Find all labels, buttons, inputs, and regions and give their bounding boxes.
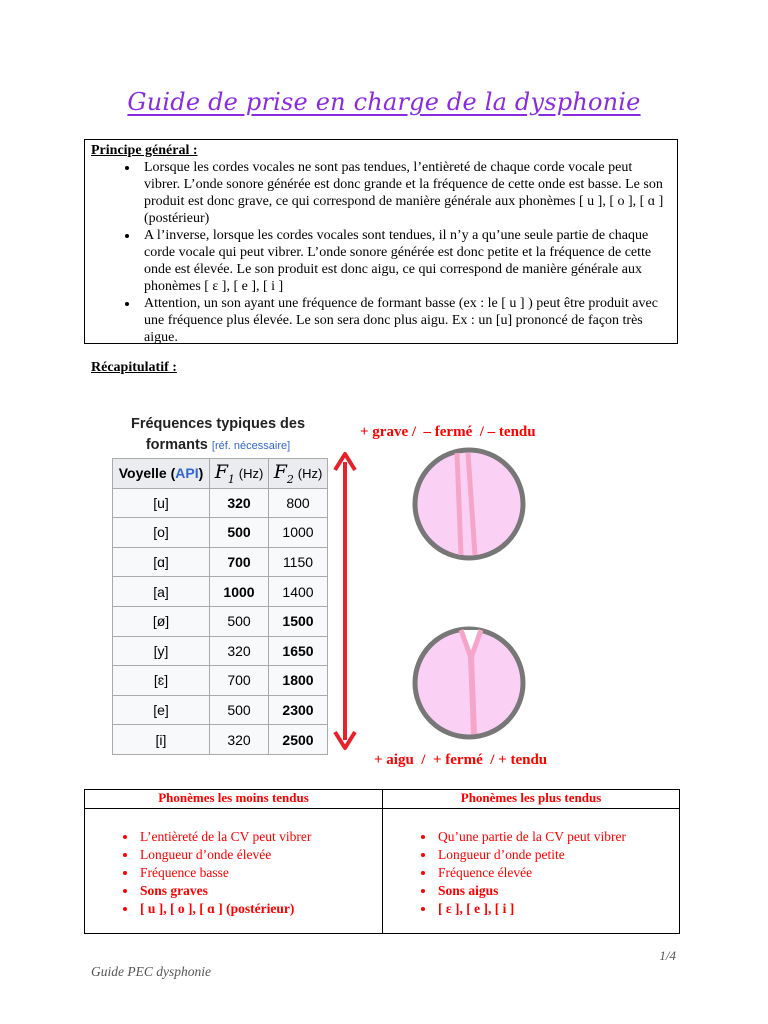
formant-title-text: Fréquences typiques des formants — [130, 416, 306, 453]
ref-needed-link[interactable]: [réf. nécessaire] — [211, 440, 291, 452]
vowel-cell: [e] — [113, 695, 210, 725]
list-item: • Longueur d’onde petite — [436, 846, 678, 864]
api-link[interactable]: API — [175, 465, 199, 482]
vowel-cell: [y] — [113, 636, 210, 666]
f2-cell: 1650 — [269, 636, 328, 666]
formant-row — [113, 518, 328, 548]
f2-cell: 1400 — [269, 577, 328, 607]
page-title: Guide de prise en charge de la dysphonie — [127, 88, 641, 116]
principe-bullet: • A l’inverse, lorsque les cordes vocales sont tendues, il n’y a qu’une seule partie de chaque corde vocale qui peut vibrer. L’onde sonore générée est donc petite et la fréquence de cette onde est élevée. Le son produit est donc aigu, ce qui correspond de manière générale aux phonèmes [ ε ], [ e ], [ i ] — [139, 227, 671, 295]
list-item: • [ ε ], [ e ], [ i ] — [436, 900, 678, 918]
f2-cell: 1000 — [269, 518, 328, 548]
col-f1: $F_1$ (Hz) — [210, 459, 269, 489]
range-arrow — [330, 448, 360, 754]
label-aigu: + aigu / + fermé / + tendu — [374, 752, 548, 768]
col-voyelle: Voyelle (API) — [113, 459, 210, 489]
vowel-cell: [a] — [113, 577, 210, 607]
formant-row — [113, 547, 328, 577]
cell-plus-tendus — [383, 809, 680, 934]
f1-cell: 320 — [210, 725, 269, 755]
f2-cell: 2500 — [269, 725, 328, 755]
formant-row — [113, 666, 328, 696]
f1-cell: 500 — [210, 695, 269, 725]
list-item: • Longueur d’onde élevée — [138, 846, 381, 864]
principe-bullet: • Lorsque les cordes vocales ne sont pas tendues, l’entièreté de chaque corde vocale peut vibrer. L’onde sonore générée est donc grande et la fréquence de cette onde est basse. Le son produit est donc grave, ce qui correspond de manière générale aux phonèmes [ u ], [ o ], [ ɑ ] (postérieur) — [139, 159, 671, 227]
header-plus-tendus: Phonèmes les plus tendus — [383, 790, 680, 809]
f1-cell: 320 — [210, 636, 269, 666]
principe-heading: Principe général : — [91, 143, 198, 158]
f1-cell: 500 — [210, 518, 269, 548]
vowel-cell: [ø] — [113, 606, 210, 636]
vocal-cords-tense — [412, 626, 526, 740]
vowel-cell: [o] — [113, 518, 210, 548]
vowel-cell: [ɑ] — [113, 547, 210, 577]
label-grave: + grave / – fermé / – tendu — [360, 424, 536, 440]
list-item: • Sons graves — [138, 882, 381, 900]
formant-row — [113, 606, 328, 636]
page-number: 1/4 — [659, 948, 676, 963]
principe-list — [91, 159, 671, 346]
formant-table-title — [113, 414, 323, 457]
f1-cell: 320 — [210, 488, 269, 518]
list-item: • L’entièreté de la CV peut vibrer — [138, 828, 381, 846]
f2-cell: 800 — [269, 488, 328, 518]
f1-cell: 500 — [210, 606, 269, 636]
comparison-header-row — [85, 790, 680, 809]
vowel-cell: [ɛ] — [113, 666, 210, 696]
list-item: • Fréquence élevée — [436, 864, 678, 882]
vocal-cords-relaxed — [412, 447, 526, 561]
f2-cell: 1500 — [269, 606, 328, 636]
formant-row — [113, 725, 328, 755]
f2-cell: 2300 — [269, 695, 328, 725]
list-item: • Sons aigus — [436, 882, 678, 900]
formant-row — [113, 577, 328, 607]
vowel-cell: [u] — [113, 488, 210, 518]
recap-heading: Récapitulatif : — [91, 360, 177, 375]
f2-cell: 1150 — [269, 547, 328, 577]
cell-moins-tendus — [85, 809, 383, 934]
f1-cell: 1000 — [210, 577, 269, 607]
formant-header-row — [113, 459, 328, 489]
list-item: • Fréquence basse — [138, 864, 381, 882]
formant-row — [113, 636, 328, 666]
comparison-body-row — [85, 809, 680, 934]
list-item: • Qu’une partie de la CV peut vibrer — [436, 828, 678, 846]
principe-box — [84, 139, 678, 344]
formant-row — [113, 695, 328, 725]
formant-row — [113, 488, 328, 518]
f1-cell: 700 — [210, 666, 269, 696]
formant-table — [112, 458, 328, 755]
f2-cell: 1800 — [269, 666, 328, 696]
col-f2: $F_2$ (Hz) — [269, 459, 328, 489]
header-moins-tendus: Phonèmes les moins tendus — [85, 790, 383, 809]
vowel-cell: [i] — [113, 725, 210, 755]
footer-text: Guide PEC dysphonie — [91, 964, 211, 979]
list-item: • [ u ], [ o ], [ ɑ ] (postérieur) — [138, 900, 381, 918]
f1-cell: 700 — [210, 547, 269, 577]
comparison-table — [84, 789, 680, 934]
principe-bullet: • Attention, un son ayant une fréquence de formant basse (ex : le [ u ] ) peut être produit avec une fréquence plus élevée. Le son sera donc plus aigu. Ex : un [u] prononcé de façon très aigue. — [139, 295, 671, 346]
